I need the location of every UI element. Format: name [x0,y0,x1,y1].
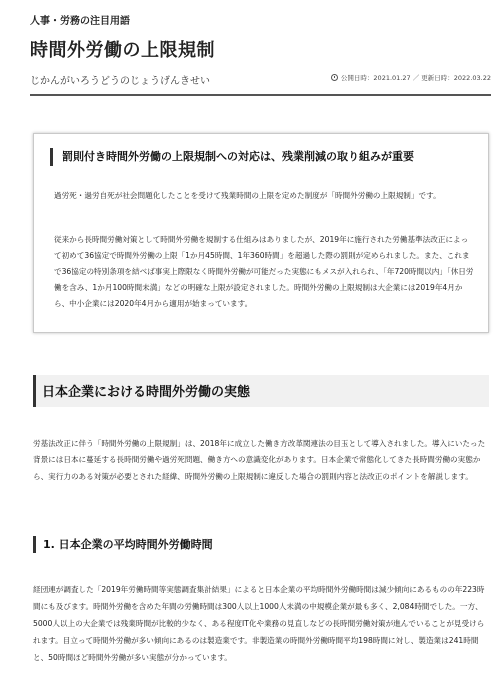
subsection-body: 経団連が調査した「2019年労働時間等実態調査集計結果」によると日本企業の平均時間外労働時間は減少傾向にあるものの年223時間にも及びます。時間外労働を含めた年間の労働時間は300人以上1000人未満の中規模企業が最も多く、2,084時間でした。一方、5000人以上の大企業では残業時間が比較的少なく、ある程度IT化や業務の見直しなどの長時間労働対策が進んでいることが見受けられます。目立って時間外労働が多い傾向にあるのは製造業です。非製造業の時間外労働時間平均198時間に対し、製造業は241時間と、50時間ほど時間外労働が多い実態が分かっています。 [33,584,485,662]
section-title: 日本企業における時間外労働の実態 [42,385,251,400]
summary-paragraph-1: 過労死・過労自死が社会問題化したことを受けて残業時間の上限を定めた制度が「時間外労働の上限規制」です。 [54,190,441,200]
title-divider [30,94,491,96]
section-intro: 労基法改正に伴う「時間外労働の上限規制」は、2018年に成立した働き方改革関連法の目玉として導入されました。導入にいたった背景には日本に蔓延する長時間労働や過労死問題、働き方への意識変化があります。日本企業で常態化してきた長時間労働の実態から、実行力のある対策が必要とされた経緯、時間外労働の上限規制に違反した場合の罰則内容と法改正のポイントを解説します。 [33,438,486,481]
clock-icon [331,74,338,81]
subsection-heading: 1. 日本企業の平均時間外労働時間 [33,536,213,553]
title-reading: じかんがいろうどうのじょうげんきせい [30,76,210,87]
page-title: 時間外労働の上限規制 [30,40,215,61]
publish-dates [331,73,491,82]
summary-box [33,133,489,333]
summary-heading: 罰則付き時間外労働の上限規制への対応は、残業削減の取り組みが重要 [50,148,476,166]
dates-text: 公開日時：2021.01.27 ／ 更新日時：2022.03.22 [340,74,491,82]
summary-paragraph-2: 従来から長時間労働対策として時間外労働を規制する仕組みはありましたが、2019年に施行された労働基準法改正によって初めて36協定で時間外労働の上限「1か月45時間、1年360時間」を超過した際の罰則が定められました。また、これまで36協定の特別条項を結べば事実上際限なく時間外労働が可能だった実態にもメスが入れられ、「年720時間以内」「休日労働を含み、1か月100時間未満」などの明確な上限が設定されました。時間外労働の上限規制は大企業には2019年4月から、中小企業には2020年4月から適用が始まっています。 [54,234,474,308]
category-label: 人事・労務の注目用語 [30,16,130,27]
section-heading-box [33,375,489,407]
